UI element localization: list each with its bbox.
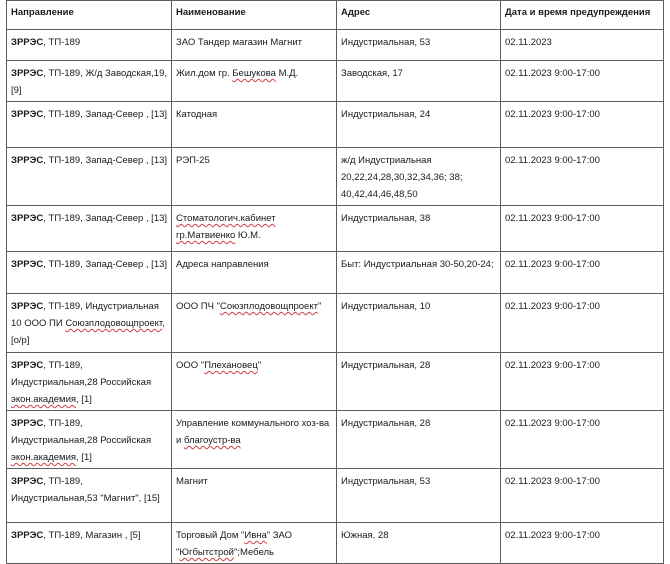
text-segment: , ТП-189, Магазин , [5] — [43, 530, 141, 541]
text-segment: , [1] — [76, 452, 92, 463]
text-segment: " ЗАО " — [176, 530, 293, 558]
network-code: ЗРРЭС — [11, 301, 44, 312]
text-segment: Торговый Дом " — [176, 530, 245, 541]
text-segment: Катодная — [176, 109, 218, 120]
flagged-word: Югбытстрой — [179, 547, 234, 558]
table-row — [7, 102, 664, 148]
text-segment: , ТП-189, Индустриальная,28 Российская — [11, 418, 152, 446]
text-segment: Индустриальная, 38 — [341, 213, 431, 224]
header-direction: Направление — [7, 1, 172, 30]
cell-datetime: 02.11.2023 9:00-17:00 — [501, 252, 664, 294]
cell-datetime: 02.11.2023 9:00-17:00 — [501, 469, 664, 523]
cell-address — [337, 206, 501, 252]
flagged-word: благоустр-ва — [183, 435, 241, 446]
text-segment: " — [257, 360, 262, 371]
cell-address — [337, 102, 501, 148]
cell-name — [172, 469, 337, 523]
cell-direction — [7, 61, 172, 102]
cell-datetime: 02.11.2023 9:00-17:00 — [501, 206, 664, 252]
cell-name — [172, 252, 337, 294]
network-code: ЗРРЭС — [11, 155, 44, 166]
cell-address — [337, 148, 501, 206]
cell-direction — [7, 252, 172, 294]
cell-direction — [7, 523, 172, 564]
cell-name — [172, 102, 337, 148]
cell-address — [337, 30, 501, 61]
network-code: ЗРРЭС — [11, 68, 44, 79]
network-code: ЗРРЭС — [11, 418, 44, 429]
cell-datetime: 02.11.2023 9:00-17:00 — [501, 148, 664, 206]
cell-datetime: 02.11.2023 9:00-17:00 — [501, 294, 664, 353]
text-segment: Управление коммунального хоз-ва и — [176, 418, 330, 446]
cell-direction — [7, 148, 172, 206]
text-segment: , ТП-189, Запад-Север , [13] — [43, 213, 168, 224]
flagged-word: Ивна — [244, 530, 267, 541]
text-segment: Индустриальная, 24 — [341, 109, 431, 120]
table-row — [7, 523, 664, 564]
text-segment: , ТП-189, Индустриальная,53 "Магнит", [15] — [11, 476, 160, 504]
cell-address — [337, 411, 501, 469]
table-row — [7, 206, 664, 252]
flagged-word: Бешукова — [232, 68, 276, 79]
table-row — [7, 30, 664, 61]
cell-direction — [7, 206, 172, 252]
outage-table — [6, 0, 664, 564]
text-segment: , [о/р] — [11, 318, 165, 346]
text-segment: Быт: Индустриальная 30-50,20-24; — [341, 259, 494, 270]
text-segment: Индустриальная, 53 — [341, 476, 431, 487]
cell-datetime: 02.11.2023 — [501, 30, 664, 61]
flagged-word: Плехановец — [204, 360, 258, 371]
text-segment: , ТП-189, Индустриальная 10 ООО ПИ — [11, 301, 159, 329]
text-segment: М.Д. — [275, 68, 299, 79]
cell-datetime: 02.11.2023 9:00-17:00 — [501, 61, 664, 102]
table-row — [7, 148, 664, 206]
text-segment: " — [317, 301, 322, 312]
text-segment: Южная, 28 — [341, 530, 389, 541]
table-row — [7, 469, 664, 523]
cell-address — [337, 523, 501, 564]
text-segment: , [1] — [76, 394, 92, 405]
table-row — [7, 252, 664, 294]
flagged-word: экон.академия — [11, 452, 77, 463]
text-segment: Индустриальная, 10 — [341, 301, 431, 312]
cell-address — [337, 252, 501, 294]
network-code: ЗРРЭС — [11, 213, 44, 224]
header-datetime: Дата и время предупреждения — [501, 1, 664, 30]
table-row — [7, 411, 664, 469]
cell-direction — [7, 411, 172, 469]
header-row — [7, 1, 664, 30]
cell-direction — [7, 294, 172, 353]
text-segment: ";Мебель — [233, 547, 274, 558]
cell-direction — [7, 353, 172, 411]
table-row — [7, 294, 664, 353]
flagged-word: Союзплодовощпроект — [219, 301, 318, 312]
cell-name — [172, 294, 337, 353]
text-segment: ж/д Индустриальная 20,22,24,28,30,32,34,36; 38; 40,42,44,46,48,50 — [341, 155, 463, 200]
text-segment: Жил.дом гр. — [176, 68, 233, 79]
flagged-word: экон.академия — [11, 394, 77, 405]
cell-name — [172, 61, 337, 102]
network-code: ЗРРЭС — [11, 476, 44, 487]
cell-address — [337, 294, 501, 353]
cell-datetime: 02.11.2023 9:00-17:00 — [501, 102, 664, 148]
text-segment: Индустриальная, 53 — [341, 37, 431, 48]
flagged-word: Союзплодовощпроект — [65, 318, 163, 329]
text-segment: , ТП-189, Запад-Север , [13] — [43, 259, 168, 270]
cell-direction — [7, 469, 172, 523]
cell-name — [172, 206, 337, 252]
cell-address — [337, 61, 501, 102]
text-segment: Магнит — [176, 476, 208, 487]
text-segment: Индустриальная, 28 — [341, 360, 431, 371]
cell-datetime: 02.11.2023 9:00-17:00 — [501, 523, 664, 564]
text-segment: , ТП-189 — [43, 37, 81, 48]
text-segment: Индустриальная, 28 — [341, 418, 431, 429]
text-segment: , ТП-189, Ж/д Заводская,19, [9] — [11, 68, 168, 96]
header-address: Адрес — [337, 1, 501, 30]
cell-name — [172, 353, 337, 411]
cell-direction — [7, 102, 172, 148]
cell-address — [337, 469, 501, 523]
text-segment: ООО ПЧ " — [176, 301, 220, 312]
network-code: ЗРРЭС — [11, 360, 44, 371]
cell-name — [172, 30, 337, 61]
text-segment: ООО " — [176, 360, 205, 371]
table-row — [7, 61, 664, 102]
network-code: ЗРРЭС — [11, 37, 44, 48]
cell-name — [172, 411, 337, 469]
network-code: ЗРРЭС — [11, 109, 44, 120]
cell-name — [172, 148, 337, 206]
cell-datetime: 02.11.2023 9:00-17:00 — [501, 411, 664, 469]
flagged-word: Стоматологич.кабинет гр.Матвиенко — [176, 213, 276, 241]
cell-name — [172, 523, 337, 564]
network-code: ЗРРЭС — [11, 259, 44, 270]
header-name: Наименование — [172, 1, 337, 30]
text-segment: Ю.М. — [235, 230, 261, 241]
text-segment: Адреса направления — [176, 259, 269, 270]
network-code: ЗРРЭС — [11, 530, 44, 541]
text-segment: , ТП-189, Запад-Север , [13] — [43, 109, 168, 120]
cell-address — [337, 353, 501, 411]
text-segment: РЭП-25 — [176, 155, 210, 166]
text-segment: , ТП-189, Запад-Север , [13] — [43, 155, 168, 166]
cell-direction — [7, 30, 172, 61]
text-segment: , ТП-189, Индустриальная,28 Российская — [11, 360, 152, 388]
text-segment: Заводская, 17 — [341, 68, 403, 79]
cell-datetime: 02.11.2023 9:00-17:00 — [501, 353, 664, 411]
table-row — [7, 353, 664, 411]
text-segment: ЗАО Тандер магазин Магнит — [176, 37, 303, 48]
